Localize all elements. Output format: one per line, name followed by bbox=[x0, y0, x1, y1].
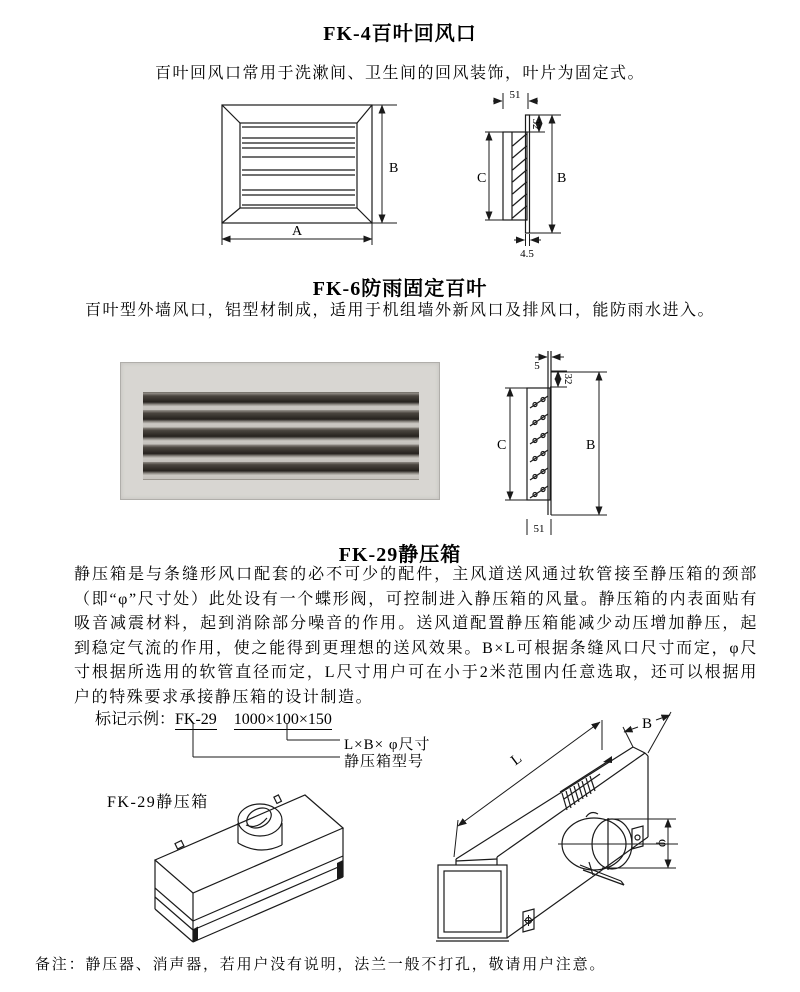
fk29-dim-phi-label: φ bbox=[655, 838, 670, 848]
damper-bracket bbox=[632, 826, 643, 849]
fk4-dim-b2-label: B bbox=[557, 171, 567, 186]
top-face-hatching bbox=[560, 756, 612, 810]
fk29-iso-label: FK-29静压箱 bbox=[107, 794, 209, 811]
hanger-bracket bbox=[523, 909, 534, 932]
fk4-dim-c-label: C bbox=[477, 171, 487, 186]
fk6-dim-5-label: 5 bbox=[534, 360, 540, 372]
fk4-dim-32-label: 32 bbox=[530, 118, 542, 130]
fk6-dim-c-label: C bbox=[497, 438, 507, 453]
callout-size-label: L×B× φ尺寸 bbox=[344, 737, 431, 753]
fk4-side-view-drawing bbox=[468, 88, 653, 270]
fk29-side-neck-cylinder bbox=[558, 813, 678, 885]
marking-callout-lines bbox=[180, 715, 360, 767]
fk4-description: 百叶回风口常用于洗漱间、卫生间的回风装饰，叶片为固定式。 bbox=[154, 65, 645, 82]
fk29-dim-l-label: L bbox=[508, 750, 526, 769]
fk4-title: FK-4百叶回风口 bbox=[323, 23, 477, 45]
fk4-dim-a-label: A bbox=[291, 224, 303, 239]
fk29-title: FK-29静压箱 bbox=[338, 544, 462, 566]
fk6-side-view-drawing bbox=[485, 343, 660, 539]
marking-model: FK-29 bbox=[175, 711, 217, 728]
fk6-title: FK-6防雨固定百叶 bbox=[312, 278, 488, 300]
fk6-product-photo bbox=[120, 362, 440, 500]
fk6-dim-32-label: 32 bbox=[562, 373, 574, 385]
marking-size: 1000×100×150 bbox=[233, 711, 332, 728]
footer-note: 备注：静压器、消声器，若用户没有说明，法兰一般不打孔，敬请用户注意。 bbox=[35, 957, 607, 973]
fk4-dim-45-label: 4.5 bbox=[520, 248, 534, 260]
marking-label: 标记示例： bbox=[95, 711, 176, 728]
fk6-description: 百叶型外墙风口，铝型材制成，适用于机组墙外新风口及排风口，能防雨水进入。 bbox=[84, 302, 715, 319]
callout-model-label: 静压箱型号 bbox=[344, 754, 425, 770]
fk6-photo-louver-slats bbox=[143, 392, 419, 480]
fk4-louver-slats bbox=[242, 127, 355, 205]
fk29-dim-b-label: B bbox=[641, 716, 653, 732]
fk4-dim-51-label: 51 bbox=[509, 89, 521, 101]
fk4-front-view-drawing bbox=[190, 95, 415, 263]
fk29-paragraph: 静压箱是与条缝形风口配套的必不可少的配件，主风道送风通过软管接至静压箱的颈部（即“φ”尺寸处）此处设有一个蝶形阀，可控制进入静压箱的风量。静压箱的内表面贴有吸音减震材料，起到消除部分噪音的作用。送风道配置静压箱能减少动压增加静压，起到稳定气流的作用，使之能得到更理想的送风效果。B×L可根据条缝风口尺寸而定，φ尺寸根据所选用的软管直径而定，L尺寸用户可在小于2米范围内任意选取，还可以根据用户的特殊要求承接静压箱的设计制造。 bbox=[74, 566, 758, 706]
fk4-dim-b-label: B bbox=[389, 161, 399, 176]
hanger-tab bbox=[274, 795, 282, 803]
fk29-dimensioned-drawing bbox=[420, 700, 780, 945]
fk6-dim-51-label: 51 bbox=[533, 523, 545, 535]
fk29-neck-cylinder bbox=[238, 804, 282, 850]
fk6-louver-blades bbox=[530, 396, 548, 498]
fk6-dim-b-label: B bbox=[586, 438, 596, 453]
